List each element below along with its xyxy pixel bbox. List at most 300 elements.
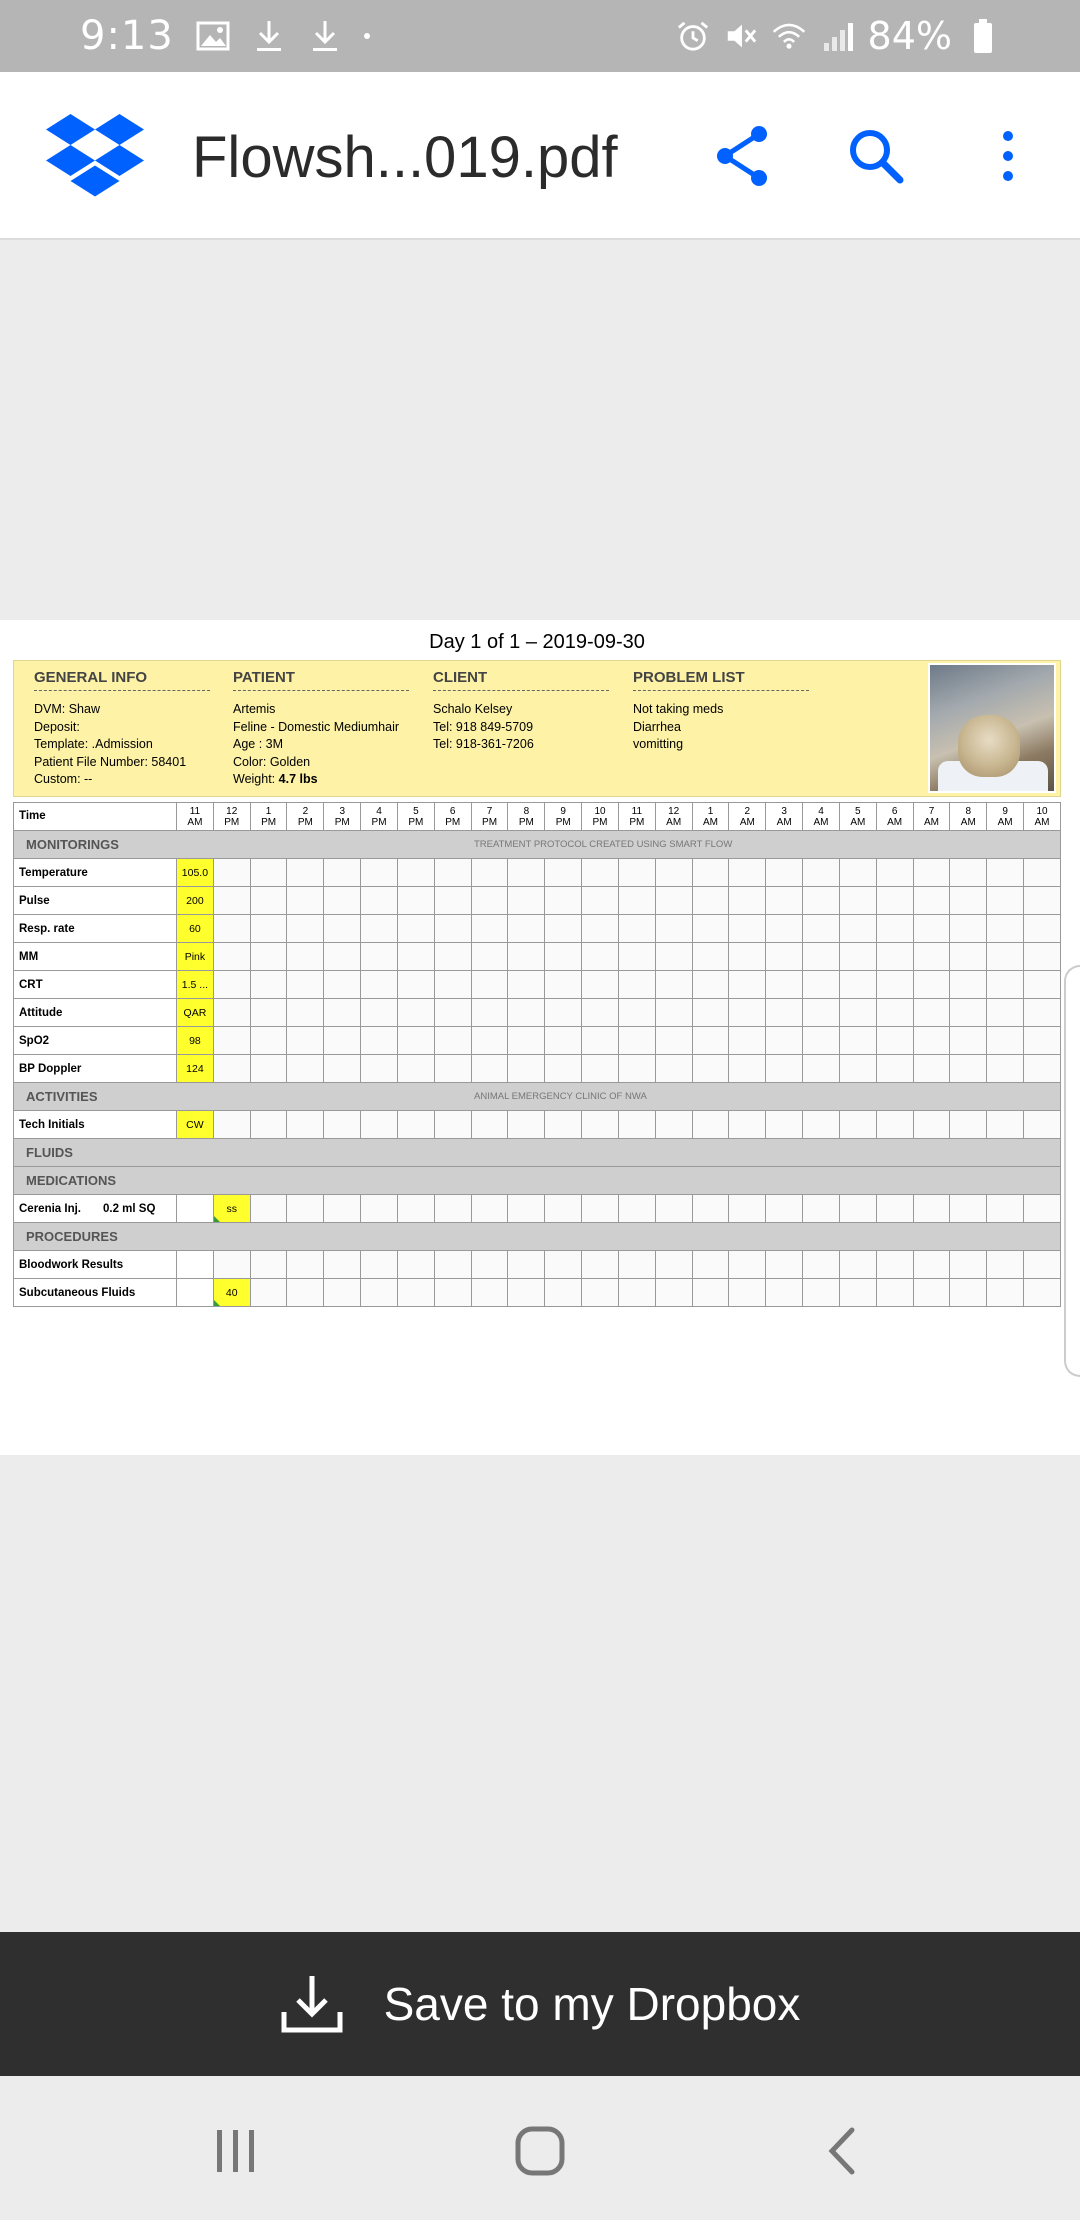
empty-cell[interactable]: [471, 999, 508, 1027]
empty-cell[interactable]: [618, 971, 655, 999]
empty-cell[interactable]: [839, 915, 876, 943]
empty-cell[interactable]: [839, 943, 876, 971]
empty-cell[interactable]: [618, 943, 655, 971]
empty-cell[interactable]: [729, 1111, 766, 1139]
empty-cell[interactable]: [213, 1111, 250, 1139]
empty-cell[interactable]: [213, 1027, 250, 1055]
empty-cell[interactable]: [618, 999, 655, 1027]
empty-cell[interactable]: [471, 1279, 508, 1307]
value-cell[interactable]: CW: [177, 1111, 214, 1139]
empty-cell[interactable]: [987, 1195, 1024, 1223]
empty-cell[interactable]: [913, 859, 950, 887]
empty-cell[interactable]: [729, 1027, 766, 1055]
empty-cell[interactable]: [876, 915, 913, 943]
empty-cell[interactable]: [361, 1279, 398, 1307]
empty-cell[interactable]: [618, 1279, 655, 1307]
value-cell[interactable]: QAR: [177, 999, 214, 1027]
empty-cell[interactable]: [361, 1251, 398, 1279]
empty-cell[interactable]: [913, 1055, 950, 1083]
empty-cell[interactable]: [361, 971, 398, 999]
empty-cell[interactable]: [913, 887, 950, 915]
empty-cell[interactable]: [471, 1055, 508, 1083]
empty-cell[interactable]: [287, 1251, 324, 1279]
search-button[interactable]: [838, 118, 914, 194]
empty-cell[interactable]: [987, 943, 1024, 971]
empty-cell[interactable]: [1024, 1251, 1061, 1279]
empty-cell[interactable]: [324, 1111, 361, 1139]
value-cell[interactable]: 60: [177, 915, 214, 943]
empty-cell[interactable]: [471, 887, 508, 915]
empty-cell[interactable]: [803, 915, 840, 943]
empty-cell[interactable]: [508, 943, 545, 971]
empty-cell[interactable]: [324, 915, 361, 943]
empty-cell[interactable]: [913, 1251, 950, 1279]
empty-cell[interactable]: [177, 1195, 214, 1223]
empty-cell[interactable]: [692, 1195, 729, 1223]
empty-cell[interactable]: [692, 971, 729, 999]
empty-cell[interactable]: [950, 915, 987, 943]
empty-cell[interactable]: [213, 999, 250, 1027]
empty-cell[interactable]: [397, 1195, 434, 1223]
empty-cell[interactable]: [839, 859, 876, 887]
empty-cell[interactable]: [1024, 999, 1061, 1027]
empty-cell[interactable]: [397, 887, 434, 915]
empty-cell[interactable]: [250, 1195, 287, 1223]
empty-cell[interactable]: [471, 859, 508, 887]
empty-cell[interactable]: [250, 887, 287, 915]
empty-cell[interactable]: [213, 887, 250, 915]
empty-cell[interactable]: [618, 1055, 655, 1083]
empty-cell[interactable]: [545, 1111, 582, 1139]
empty-cell[interactable]: [876, 1027, 913, 1055]
empty-cell[interactable]: [545, 943, 582, 971]
empty-cell[interactable]: [434, 1195, 471, 1223]
empty-cell[interactable]: [766, 1111, 803, 1139]
empty-cell[interactable]: [324, 859, 361, 887]
empty-cell[interactable]: [582, 1195, 619, 1223]
empty-cell[interactable]: [692, 887, 729, 915]
empty-cell[interactable]: [508, 915, 545, 943]
empty-cell[interactable]: [950, 943, 987, 971]
empty-cell[interactable]: [508, 1251, 545, 1279]
empty-cell[interactable]: [766, 1027, 803, 1055]
empty-cell[interactable]: [913, 1027, 950, 1055]
empty-cell[interactable]: [950, 1111, 987, 1139]
empty-cell[interactable]: [397, 1027, 434, 1055]
empty-cell[interactable]: [324, 999, 361, 1027]
empty-cell[interactable]: [839, 971, 876, 999]
empty-cell[interactable]: [876, 859, 913, 887]
empty-cell[interactable]: [545, 1279, 582, 1307]
empty-cell[interactable]: [618, 1027, 655, 1055]
empty-cell[interactable]: [655, 971, 692, 999]
empty-cell[interactable]: [839, 1251, 876, 1279]
empty-cell[interactable]: [950, 1055, 987, 1083]
empty-cell[interactable]: [397, 859, 434, 887]
empty-cell[interactable]: [803, 999, 840, 1027]
empty-cell[interactable]: [950, 859, 987, 887]
empty-cell[interactable]: [987, 1055, 1024, 1083]
empty-cell[interactable]: [287, 887, 324, 915]
empty-cell[interactable]: [618, 859, 655, 887]
empty-cell[interactable]: [803, 1279, 840, 1307]
empty-cell[interactable]: [729, 999, 766, 1027]
value-cell[interactable]: 200: [177, 887, 214, 915]
empty-cell[interactable]: [434, 1251, 471, 1279]
empty-cell[interactable]: [471, 1027, 508, 1055]
empty-cell[interactable]: [803, 887, 840, 915]
empty-cell[interactable]: [876, 1055, 913, 1083]
empty-cell[interactable]: [655, 1195, 692, 1223]
empty-cell[interactable]: [618, 887, 655, 915]
empty-cell[interactable]: [692, 999, 729, 1027]
empty-cell[interactable]: [766, 971, 803, 999]
empty-cell[interactable]: [729, 943, 766, 971]
empty-cell[interactable]: [361, 1055, 398, 1083]
empty-cell[interactable]: [692, 1055, 729, 1083]
empty-cell[interactable]: [1024, 971, 1061, 999]
empty-cell[interactable]: [397, 943, 434, 971]
empty-cell[interactable]: [692, 859, 729, 887]
empty-cell[interactable]: [177, 1251, 214, 1279]
empty-cell[interactable]: [655, 1279, 692, 1307]
value-cell[interactable]: 124: [177, 1055, 214, 1083]
empty-cell[interactable]: [582, 1055, 619, 1083]
empty-cell[interactable]: [876, 971, 913, 999]
empty-cell[interactable]: [987, 1251, 1024, 1279]
empty-cell[interactable]: [913, 971, 950, 999]
empty-cell[interactable]: [839, 887, 876, 915]
empty-cell[interactable]: [692, 1111, 729, 1139]
empty-cell[interactable]: [287, 915, 324, 943]
empty-cell[interactable]: [950, 1251, 987, 1279]
empty-cell[interactable]: [582, 971, 619, 999]
empty-cell[interactable]: [545, 859, 582, 887]
empty-cell[interactable]: [1024, 1279, 1061, 1307]
empty-cell[interactable]: [729, 1195, 766, 1223]
empty-cell[interactable]: [250, 943, 287, 971]
empty-cell[interactable]: [471, 1195, 508, 1223]
empty-cell[interactable]: [839, 1111, 876, 1139]
share-button[interactable]: [705, 118, 781, 194]
empty-cell[interactable]: [324, 1251, 361, 1279]
empty-cell[interactable]: [618, 1251, 655, 1279]
empty-cell[interactable]: [839, 1027, 876, 1055]
empty-cell[interactable]: [287, 1279, 324, 1307]
recents-button[interactable]: [196, 2116, 276, 2186]
empty-cell[interactable]: [950, 999, 987, 1027]
empty-cell[interactable]: [1024, 1111, 1061, 1139]
empty-cell[interactable]: [582, 943, 619, 971]
empty-cell[interactable]: [692, 1279, 729, 1307]
empty-cell[interactable]: [582, 859, 619, 887]
empty-cell[interactable]: [324, 1055, 361, 1083]
value-cell[interactable]: 40: [213, 1279, 250, 1307]
empty-cell[interactable]: [913, 1279, 950, 1307]
empty-cell[interactable]: [287, 1195, 324, 1223]
empty-cell[interactable]: [729, 1279, 766, 1307]
empty-cell[interactable]: [324, 1027, 361, 1055]
empty-cell[interactable]: [913, 943, 950, 971]
empty-cell[interactable]: [434, 1055, 471, 1083]
empty-cell[interactable]: [1024, 1027, 1061, 1055]
scroll-handle[interactable]: [1064, 965, 1080, 1377]
empty-cell[interactable]: [1024, 943, 1061, 971]
empty-cell[interactable]: [803, 1111, 840, 1139]
empty-cell[interactable]: [582, 999, 619, 1027]
empty-cell[interactable]: [1024, 887, 1061, 915]
empty-cell[interactable]: [950, 887, 987, 915]
empty-cell[interactable]: [1024, 915, 1061, 943]
empty-cell[interactable]: [545, 1055, 582, 1083]
empty-cell[interactable]: [655, 859, 692, 887]
empty-cell[interactable]: [618, 915, 655, 943]
empty-cell[interactable]: [434, 859, 471, 887]
empty-cell[interactable]: [987, 999, 1024, 1027]
empty-cell[interactable]: [508, 971, 545, 999]
empty-cell[interactable]: [545, 915, 582, 943]
empty-cell[interactable]: [766, 1055, 803, 1083]
empty-cell[interactable]: [434, 943, 471, 971]
empty-cell[interactable]: [250, 999, 287, 1027]
empty-cell[interactable]: [950, 971, 987, 999]
empty-cell[interactable]: [876, 943, 913, 971]
empty-cell[interactable]: [876, 887, 913, 915]
empty-cell[interactable]: [250, 1279, 287, 1307]
empty-cell[interactable]: [876, 1195, 913, 1223]
empty-cell[interactable]: [803, 971, 840, 999]
empty-cell[interactable]: [287, 859, 324, 887]
empty-cell[interactable]: [950, 1195, 987, 1223]
empty-cell[interactable]: [987, 1279, 1024, 1307]
empty-cell[interactable]: [803, 1055, 840, 1083]
empty-cell[interactable]: [655, 1251, 692, 1279]
empty-cell[interactable]: [471, 1251, 508, 1279]
empty-cell[interactable]: [508, 1027, 545, 1055]
empty-cell[interactable]: [324, 887, 361, 915]
empty-cell[interactable]: [545, 1027, 582, 1055]
empty-cell[interactable]: [987, 1027, 1024, 1055]
empty-cell[interactable]: [839, 1055, 876, 1083]
empty-cell[interactable]: [839, 1195, 876, 1223]
save-to-dropbox-button[interactable]: [0, 1932, 1080, 2076]
empty-cell[interactable]: [950, 1027, 987, 1055]
empty-cell[interactable]: [766, 999, 803, 1027]
empty-cell[interactable]: [287, 1027, 324, 1055]
more-options-button[interactable]: [970, 118, 1046, 194]
empty-cell[interactable]: [692, 1251, 729, 1279]
empty-cell[interactable]: [361, 887, 398, 915]
empty-cell[interactable]: [803, 1027, 840, 1055]
flowsheet-row: [14, 1055, 1061, 1083]
empty-cell[interactable]: [434, 1279, 471, 1307]
empty-cell[interactable]: [582, 1279, 619, 1307]
empty-cell[interactable]: [545, 887, 582, 915]
empty-cell[interactable]: [839, 999, 876, 1027]
empty-cell[interactable]: [324, 971, 361, 999]
empty-cell[interactable]: [729, 971, 766, 999]
home-button[interactable]: [500, 2116, 580, 2186]
empty-cell[interactable]: [692, 1027, 729, 1055]
empty-cell[interactable]: [213, 971, 250, 999]
empty-cell[interactable]: [839, 1279, 876, 1307]
empty-cell[interactable]: [729, 887, 766, 915]
empty-cell[interactable]: [250, 1251, 287, 1279]
empty-cell[interactable]: [434, 915, 471, 943]
empty-cell[interactable]: [508, 1195, 545, 1223]
empty-cell[interactable]: [508, 999, 545, 1027]
value-cell[interactable]: 1.5 ...: [177, 971, 214, 999]
empty-cell[interactable]: [213, 1251, 250, 1279]
empty-cell[interactable]: [766, 943, 803, 971]
empty-cell[interactable]: [177, 1279, 214, 1307]
empty-cell[interactable]: [729, 915, 766, 943]
empty-cell[interactable]: [582, 1251, 619, 1279]
empty-cell[interactable]: [545, 971, 582, 999]
empty-cell[interactable]: [213, 859, 250, 887]
empty-cell[interactable]: [471, 943, 508, 971]
empty-cell[interactable]: [361, 943, 398, 971]
empty-cell[interactable]: [655, 999, 692, 1027]
back-button[interactable]: [802, 2116, 882, 2186]
empty-cell[interactable]: [397, 1279, 434, 1307]
empty-cell[interactable]: [582, 887, 619, 915]
empty-cell[interactable]: [618, 1195, 655, 1223]
empty-cell[interactable]: [361, 999, 398, 1027]
empty-cell[interactable]: [397, 1055, 434, 1083]
empty-cell[interactable]: [508, 859, 545, 887]
empty-cell[interactable]: [287, 999, 324, 1027]
empty-cell[interactable]: [434, 1111, 471, 1139]
empty-cell[interactable]: [287, 943, 324, 971]
empty-cell[interactable]: [213, 943, 250, 971]
empty-cell[interactable]: [324, 1279, 361, 1307]
empty-cell[interactable]: [766, 1279, 803, 1307]
empty-cell[interactable]: [987, 887, 1024, 915]
empty-cell[interactable]: [766, 1251, 803, 1279]
empty-cell[interactable]: [803, 943, 840, 971]
empty-cell[interactable]: [913, 999, 950, 1027]
empty-cell[interactable]: [655, 1027, 692, 1055]
empty-cell[interactable]: [766, 1195, 803, 1223]
empty-cell[interactable]: [582, 1027, 619, 1055]
empty-cell[interactable]: [361, 915, 398, 943]
empty-cell[interactable]: [803, 1195, 840, 1223]
empty-cell[interactable]: [508, 1055, 545, 1083]
empty-cell[interactable]: [582, 1111, 619, 1139]
empty-cell[interactable]: [361, 1195, 398, 1223]
empty-cell[interactable]: [655, 887, 692, 915]
value-cell[interactable]: 98: [177, 1027, 214, 1055]
empty-cell[interactable]: [471, 1111, 508, 1139]
empty-cell[interactable]: [250, 915, 287, 943]
empty-cell[interactable]: [913, 1111, 950, 1139]
empty-cell[interactable]: [876, 1111, 913, 1139]
empty-cell[interactable]: [655, 915, 692, 943]
value-cell[interactable]: ss: [213, 1195, 250, 1223]
empty-cell[interactable]: [655, 943, 692, 971]
empty-cell[interactable]: [729, 859, 766, 887]
empty-cell[interactable]: [876, 1279, 913, 1307]
empty-cell[interactable]: [545, 999, 582, 1027]
empty-cell[interactable]: [913, 1195, 950, 1223]
empty-cell[interactable]: [876, 999, 913, 1027]
empty-cell[interactable]: [729, 1251, 766, 1279]
empty-cell[interactable]: [876, 1251, 913, 1279]
empty-cell[interactable]: [397, 999, 434, 1027]
empty-cell[interactable]: [250, 1027, 287, 1055]
empty-cell[interactable]: [1024, 859, 1061, 887]
empty-cell[interactable]: [913, 915, 950, 943]
empty-cell[interactable]: [655, 1111, 692, 1139]
app-bar: [0, 72, 1080, 240]
empty-cell[interactable]: [766, 859, 803, 887]
empty-cell[interactable]: [213, 1055, 250, 1083]
empty-cell[interactable]: [582, 915, 619, 943]
empty-cell[interactable]: [250, 859, 287, 887]
hour-header: 5 AM: [839, 803, 876, 831]
empty-cell[interactable]: [766, 915, 803, 943]
empty-cell[interactable]: [434, 887, 471, 915]
empty-cell[interactable]: [471, 915, 508, 943]
empty-cell[interactable]: [324, 1195, 361, 1223]
empty-cell[interactable]: [655, 1055, 692, 1083]
empty-cell[interactable]: [324, 943, 361, 971]
empty-cell[interactable]: [250, 1111, 287, 1139]
empty-cell[interactable]: [508, 1111, 545, 1139]
empty-cell[interactable]: [287, 1055, 324, 1083]
empty-cell[interactable]: [434, 971, 471, 999]
empty-cell[interactable]: [692, 915, 729, 943]
empty-cell[interactable]: [213, 915, 250, 943]
empty-cell[interactable]: [545, 1251, 582, 1279]
empty-cell[interactable]: [508, 887, 545, 915]
empty-cell[interactable]: [545, 1195, 582, 1223]
pdf-page[interactable]: [0, 620, 1080, 1455]
empty-cell[interactable]: [361, 1111, 398, 1139]
empty-cell[interactable]: [1024, 1195, 1061, 1223]
empty-cell[interactable]: [287, 1111, 324, 1139]
empty-cell[interactable]: [397, 1251, 434, 1279]
empty-cell[interactable]: [618, 1111, 655, 1139]
empty-cell[interactable]: [397, 971, 434, 999]
empty-cell[interactable]: [803, 859, 840, 887]
empty-cell[interactable]: [508, 1279, 545, 1307]
empty-cell[interactable]: [803, 1251, 840, 1279]
empty-cell[interactable]: [361, 1027, 398, 1055]
empty-cell[interactable]: [987, 859, 1024, 887]
empty-cell[interactable]: [729, 1055, 766, 1083]
empty-cell[interactable]: [987, 971, 1024, 999]
empty-cell[interactable]: [471, 971, 508, 999]
empty-cell[interactable]: [766, 887, 803, 915]
empty-cell[interactable]: [287, 971, 324, 999]
empty-cell[interactable]: [1024, 1055, 1061, 1083]
empty-cell[interactable]: [250, 1055, 287, 1083]
empty-cell[interactable]: [434, 999, 471, 1027]
empty-cell[interactable]: [250, 971, 287, 999]
empty-cell[interactable]: [950, 1279, 987, 1307]
empty-cell[interactable]: [397, 1111, 434, 1139]
value-cell[interactable]: Pink: [177, 943, 214, 971]
empty-cell[interactable]: [361, 859, 398, 887]
empty-cell[interactable]: [397, 915, 434, 943]
empty-cell[interactable]: [434, 1027, 471, 1055]
value-cell[interactable]: 105.0: [177, 859, 214, 887]
empty-cell[interactable]: [692, 943, 729, 971]
empty-cell[interactable]: [987, 915, 1024, 943]
empty-cell[interactable]: [987, 1111, 1024, 1139]
